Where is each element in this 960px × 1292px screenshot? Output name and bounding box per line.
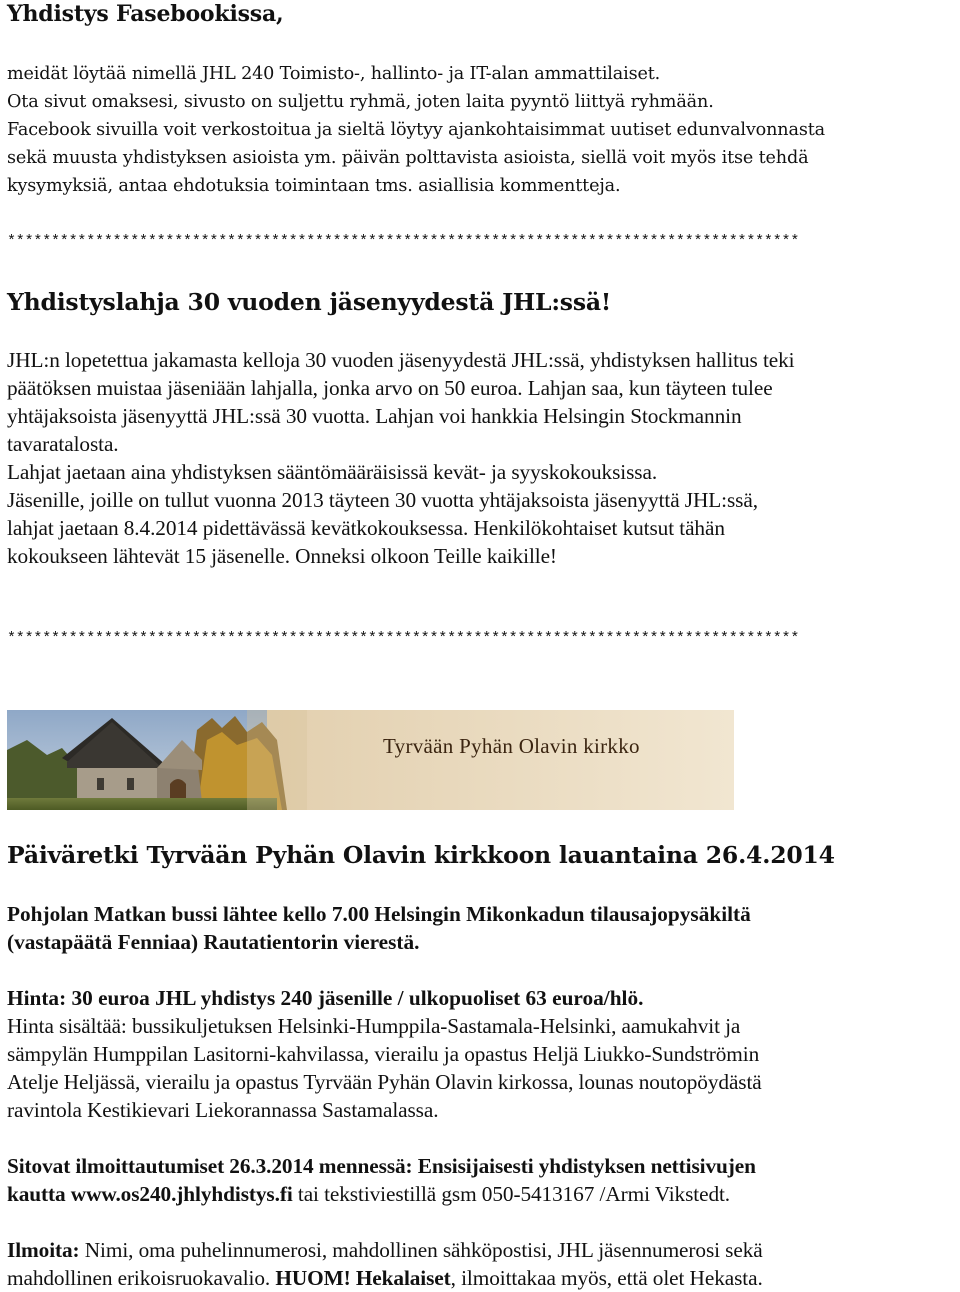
notify-diet: mahdollinen erikoisruokavalio.	[7, 1266, 276, 1290]
facebook-line: Ota sivut omaksesi, sivusto on suljettu ryhmä, joten laita pyyntö liittyä ryhmään.	[7, 92, 714, 112]
notify-line-1	[7, 1236, 956, 1264]
trip-registration	[7, 1152, 956, 1208]
notify-hekalaiset: Hekalaiset	[355, 1266, 451, 1290]
trip-includes-line: ravintola Kestikievari Liekorannassa Sastamalassa.	[7, 1098, 439, 1122]
trip-includes-line: Hinta sisältää: bussikuljetuksen Helsinki-Humppila-Sastamala-Helsinki, aamukahvit ja	[7, 1014, 741, 1038]
banner-title: Tyrvään Pyhän Olavin kirkko	[383, 734, 640, 758]
registration-contact	[7, 1180, 956, 1208]
notify-label: Ilmoita:	[7, 1238, 80, 1262]
trip-includes	[7, 1012, 956, 1124]
notify-details: Nimi, oma puhelinnumerosi, mahdollinen sähköpostisi, JHL jäsennumerosi sekä	[79, 1238, 763, 1262]
gift-paragraph	[7, 346, 956, 570]
gift-line: päätöksen muistaa jäseniään lahjalla, jonka arvo on 50 euroa. Lahjan saa, kun täyteen tulee	[7, 376, 773, 400]
notify-heka-note: , ilmoittakaa myös, että olet Hekasta.	[450, 1266, 763, 1290]
trip-price: Hinta: 30 euroa JHL yhdistys 240 jäsenille / ulkopuoliset 63 euroa/hlö.	[7, 986, 644, 1010]
trip-includes-line: Atelje Heljässä, vierailu ja opastus Tyrvään Pyhän Olavin kirkossa, lounas noutopöydästä	[7, 1070, 762, 1094]
facebook-paragraph	[7, 60, 956, 200]
registration-deadline: Sitovat ilmoittautumiset 26.3.2014 mennessä: Ensisijaisesti yhdistyksen nettisivujen	[7, 1154, 756, 1178]
gift-line: Lahjat jaetaan aina yhdistyksen sääntömääräisissä kevät- ja syyskokouksissa.	[7, 460, 658, 484]
trip-bus-line: (vastapäätä Fenniaa) Rautatientorin vierestä.	[7, 930, 420, 954]
registration-sms: tai tekstiviestillä gsm 050-5413167 /Armi Vikstedt.	[292, 1182, 731, 1206]
church-illustration	[7, 710, 734, 810]
gift-line: Jäsenille, joille on tullut vuonna 2013 täyteen 30 vuotta yhtäjaksoista jäsenyyttä JHL:ssä,	[7, 488, 758, 512]
facebook-line: sekä muusta yhdistyksen asioista ym. päivän polttavista asioista, siellä voit myös itse tehdä	[7, 148, 809, 168]
gift-line: yhtäjaksoista jäsenyyttä JHL:ssä 30 vuotta. Lahjan voi hankkia Helsingin Stockmannin	[7, 404, 742, 428]
notify-line-2	[7, 1264, 956, 1292]
trip-notify	[7, 1236, 956, 1292]
trip-bus-line: Pohjolan Matkan bussi lähtee kello 7.00 Helsingin Mikonkadun tilausajopysäkiltä	[7, 902, 751, 926]
separator-2: ******************************************************************************************	[7, 630, 800, 647]
gift-line: JHL:n lopetettua jakamasta kelloja 30 vuoden jäsenyydestä JHL:ssä, yhdistyksen hallitus teki	[7, 348, 795, 372]
facebook-heading: Yhdistys Fasebookissa,	[7, 1, 284, 27]
facebook-line: kysymyksiä, antaa ehdotuksia toimintaan tms. asiallisia kommentteja.	[7, 176, 621, 196]
registration-website[interactable]: kautta www.os240.jhlyhdistys.fi	[7, 1182, 293, 1206]
gift-line: lahjat jaetaan 8.4.2014 pidettävässä kevätkokouksessa. Henkilökohtaiset kutsut tähän	[7, 516, 725, 540]
gift-heading: Yhdistyslahja 30 vuoden jäsenyydestä JHL:ssä!	[7, 288, 611, 316]
gift-line: tavaratalosta.	[7, 432, 119, 456]
trip-includes-line: sämpylän Humppilan Lasitorni-kahvilassa, vierailu ja opastus Heljä Liukko-Sundströmin	[7, 1042, 760, 1066]
trip-heading: Päiväretki Tyrvään Pyhän Olavin kirkkoon lauantaina 26.4.2014	[7, 841, 835, 869]
notify-huom: HUOM!	[275, 1266, 351, 1290]
facebook-line: Facebook sivuilla voit verkostoitua ja sieltä löytyy ajankohtaisimmat uutiset edunvalvonnasta	[7, 120, 825, 140]
facebook-line: meidät löytää nimellä JHL 240 Toimisto-, hallinto- ja IT-alan ammattilaiset.	[7, 64, 661, 84]
separator-1: ******************************************************************************************	[7, 233, 800, 250]
church-banner-image	[7, 710, 734, 810]
gift-line: kokoukseen lähtevät 15 jäsenelle. Onneksi olkoon Teille kaikille!	[7, 544, 557, 568]
trip-bus-info	[7, 900, 956, 956]
